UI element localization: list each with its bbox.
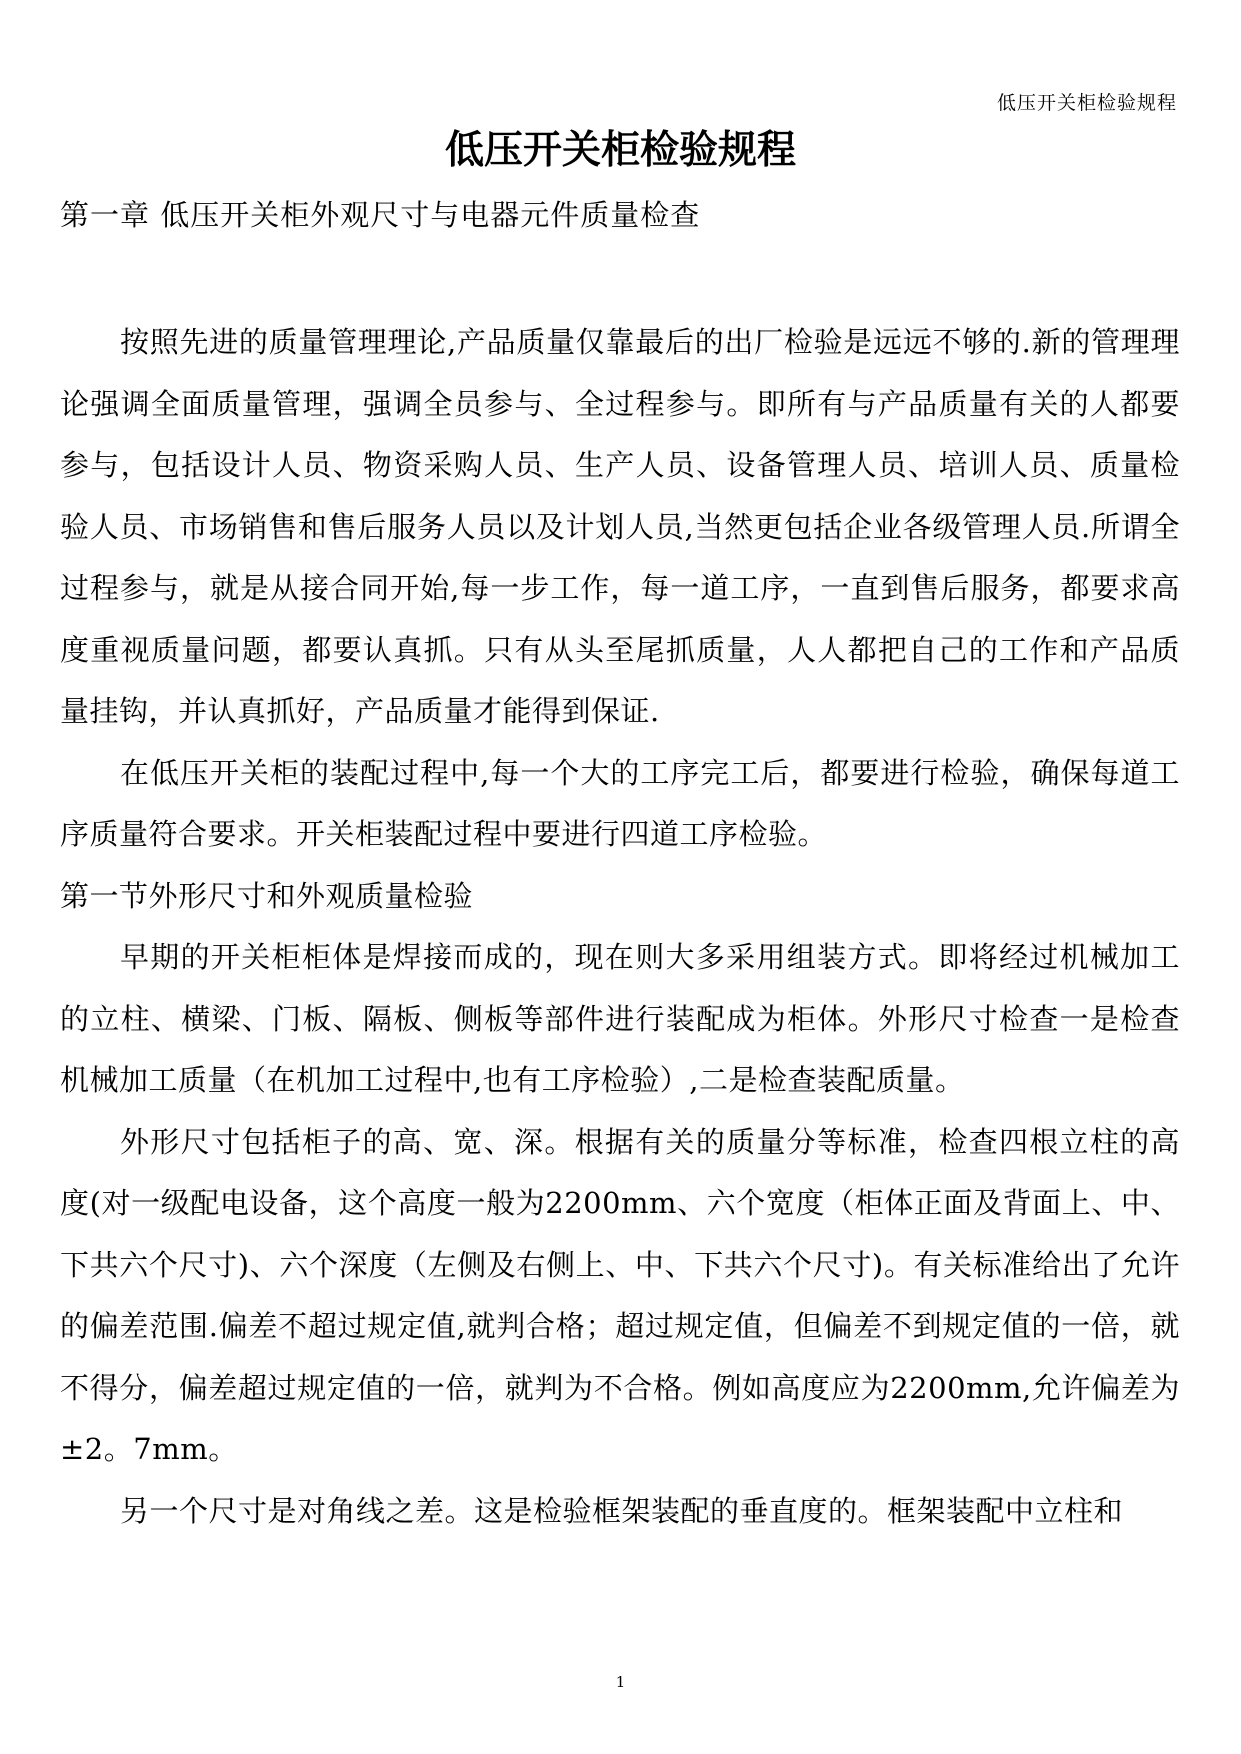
- page-number: 1: [615, 1673, 626, 1691]
- running-header: 低压开关柜检验规程: [996, 92, 1177, 114]
- document-title: 低压开关柜检验规程: [444, 128, 796, 173]
- paragraph: 按照先进的质量管理理论,产品质量仅靠最后的出厂检验是远远不够的.新的管理理论强调全面质量管理，强调全员参与、全过程参与。即所有与产品质量有关的人都要参与，包括设计人员、物资采购人员、生产人员、设备管理人员、培训人员、质量检验人员、市场销售和售后服务人员以及计划人员,当然更包括企业各级管理人员.所谓全过程参与，就是从接合同开始,每一步工作，每一道工序，一直到售后服务，都要求高度重视质量问题，都要认真抓。只有从头至尾抓质量，人人都把自己的工作和产品质量挂钩，并认真抓好，产品质量才能得到保证.: [60, 325, 1180, 728]
- document-body: [60, 312, 1180, 1542]
- section-heading: 第一节外形尺寸和外观质量检验: [60, 878, 474, 913]
- paragraph: 在低压开关柜的装配过程中,每一个大的工序完工后，都要进行检验，确保每道工序质量符合要求。开关柜装配过程中要进行四道工序检验。: [60, 755, 1180, 851]
- paragraph: 早期的开关柜柜体是焊接而成的，现在则大多采用组装方式。即将经过机械加工的立柱、横梁、门板、隔板、侧板等部件进行装配成为柜体。外形尺寸检查一是检查机械加工质量（在机加工过程中,也有工序检验）,二是检查装配质量。: [60, 940, 1180, 1097]
- paragraph: 另一个尺寸是对角线之差。这是检验框架装配的垂直度的。框架装配中立柱和: [120, 1493, 1124, 1528]
- chapter-heading: 第一章 低压开关柜外观尺寸与电器元件质量检查: [60, 198, 701, 232]
- paragraph: 外形尺寸包括柜子的高、宽、深。根据有关的质量分等标准，检查四根立柱的高度(对一级配电设备，这个高度一般为2200mm、六个宽度（柜体正面及背面上、中、下共六个尺寸)、六个深度（左侧及右侧上、中、下共六个尺寸)。有关标准给出了允许的偏差范围.偏差不超过规定值,就判合格；超过规定值，但偏差不到规定值的一倍，就不得分，偏差超过规定值的一倍，就判为不合格。例如高度应为2200mm,允许偏差为±2。7mm。: [60, 1124, 1180, 1466]
